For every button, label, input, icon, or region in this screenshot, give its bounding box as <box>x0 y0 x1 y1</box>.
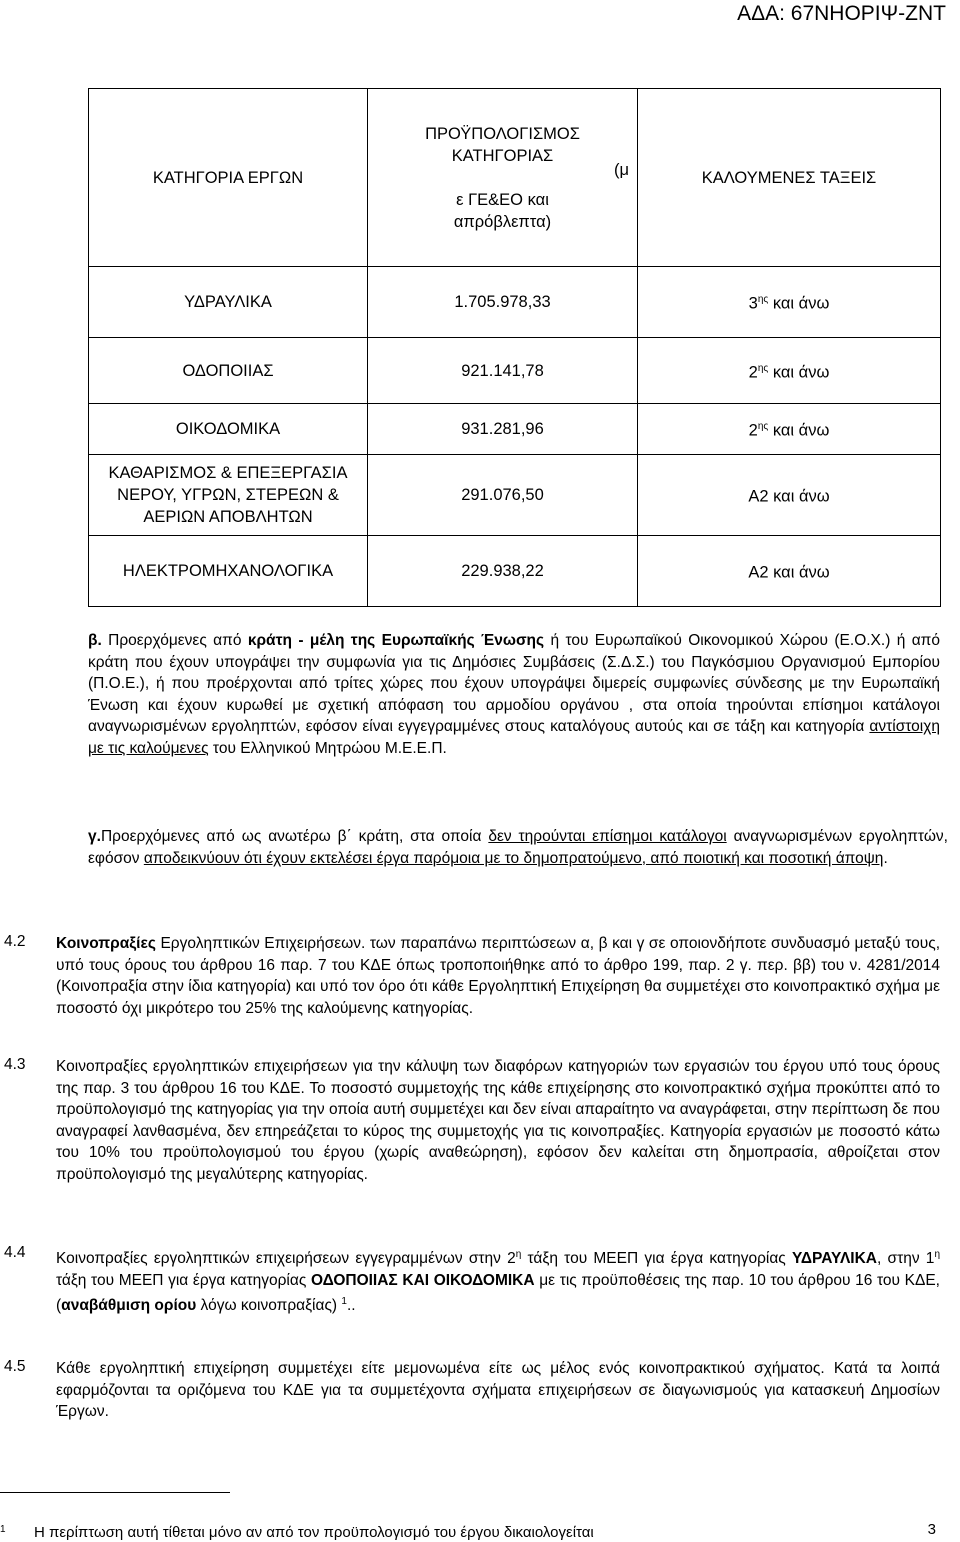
row-budget: 931.281,96 <box>368 404 638 455</box>
paragraph-b: β. Προερχόμενες από κράτη - μέλη της Ευρωπαϊκής Ένωσης ή του Ευρωπαϊκού Οικονομικού Χώρου (Ε.Ο.Χ.) ή από κράτη που έχουν υπογράψει την συμφωνία για τις Δημόσιες Συμβάσεις (Σ.Δ.Σ.) του Παγκόσμιου Οργανισμού Εμπορίου (Π.Ο.Ε.), ή που προέρχονται από τρίτες χώρες που έχουν υπογράψει διμερείς συμφωνίες σύνδεσης με την Ευρωπαϊκή Ένωση και έχουν κυρωθεί με σχετική απόφαση του αρμοδίου οργάνου , στα οποία τηρούνται επίσημοι κατάλογοι αναγνωρισμένων εργοληπτών, εφόσον είναι εγγεγραμμένες στους καταλόγους αυτούς και σε τάξη και κατηγορία αντίστοιχη με τις καλούμενες του Ελληνικού Μητρώου Μ.Ε.Ε.Π. <box>88 632 940 757</box>
header-budget-line1: ΠΡΟΫΠΟΛΟΓΙΣΜΟΣ <box>425 124 580 143</box>
row-budget: 229.938,22 <box>368 536 638 607</box>
row-class: $2^{\eta\varsigma}$ και άνω <box>638 338 941 404</box>
section-number: 4.3 <box>4 1056 26 1073</box>
row-class: $3^{\eta\varsigma}$ και άνω <box>638 267 941 338</box>
row-category: ΟΔΟΠΟΙΙΑΣ <box>89 338 368 404</box>
row-category: ΗΛΕΚΤΡΟΜΗΧΑΝΟΛΟΓΙΚΑ <box>89 536 368 607</box>
row-budget: 1.705.978,33 <box>368 267 638 338</box>
section-4-3: Κοινοπραξίες εργοληπτικών επιχειρήσεων για την κάλυψη των διαφόρων κατηγοριών των εργασιών του έργου υπό τους όρους της παρ. 3 του άρθρου 16 του ΚΔΕ. Το ποσοστό συμμετοχής της κάθε επιχείρησης στο κοινοπρακτικό σχήμα προκύπτει από το προϋπολογισμό της κατηγορίας για την οποία αυτή συμμετέχει και δεν είναι απαραίτητο να αναγράφεται, στην περίπτωση δε που αναγραφεί λανθασμένα, δεν επηρεάζεται το κύρος της συμμετοχής για τις κοινοπραξίες. Κατηγορία εργασιών με ποσοστό κάτω του 10% του προϋπολογισμού του έργου (χωρίς αναθεώρηση), εφόσον δεν καλείται στη δημοπρασία, αθροίζεται στον προϋπολογισμό της μεγαλύτερης κατηγορίας. <box>56 1058 940 1183</box>
table-row <box>89 267 941 338</box>
paragraph-c-label: γ. <box>88 828 101 845</box>
table-row <box>89 338 941 404</box>
row-category: ΥΔΡΑΥΛΙΚΑ <box>89 267 368 338</box>
section-4-5: Κάθε εργοληπτική επιχείρηση συμμετέχει είτε μεμονωμένα είτε ως μέλος ενός κοινοπρακτικού σχήματος. Κατά τα λοιπά εφαρμόζονται τα οριζόμενα του ΚΔΕ για τα συμμετέχοντα σχήματα επιχειρήσεων σε διαγωνισμούς για κατασκευή Δημοσίων Έργων. <box>56 1360 940 1420</box>
section-number: 4.2 <box>4 933 26 950</box>
header-budget-line3: ε ΓΕ&ΕΟ και <box>456 190 549 209</box>
page-number: 3 <box>927 1521 936 1538</box>
section-number: 4.4 <box>4 1244 26 1261</box>
row-budget: 921.141,78 <box>368 338 638 404</box>
paragraph-b-label: β. <box>88 632 102 649</box>
footnote-mark: 1 <box>0 1524 6 1535</box>
footnote-text: Η περίπτωση αυτή τίθεται μόνο αν από τον προϋπολογισμό του έργου δικαιολογείται <box>34 1524 594 1541</box>
paragraph-c: γ.Προερχόμενες από ως ανωτέρω β΄ κράτη, στα οποία δεν τηρούνται επίσημοι κατάλογοι αναγνωρισμένων εργοληπτών, εφόσον αποδεικνύουν ότι έχουν εκτελέσει έργα παρόμοια με το δημοπρατούμενο, από ποιοτική και ποσοτική άποψη. <box>88 828 948 867</box>
table-row <box>89 455 941 536</box>
header-category: ΚΑΤΗΓΟΡΙΑ ΕΡΓΩΝ <box>89 89 368 267</box>
header-budget-mu: (μ <box>613 161 629 179</box>
header-budget <box>368 89 638 267</box>
footnote-separator <box>0 1492 230 1493</box>
row-class: Α2 και άνω <box>638 455 941 536</box>
table-header-row <box>89 89 941 267</box>
row-class: $2^{\eta\varsigma}$ και άνω <box>638 404 941 455</box>
row-category: ΟΙΚΟΔΟΜΙΚΑ <box>89 404 368 455</box>
row-class: Α2 και άνω <box>638 536 941 607</box>
table-row <box>89 536 941 607</box>
row-budget: 291.076,50 <box>368 455 638 536</box>
header-budget-line2: ΚΑΤΗΓΟΡΙΑΣ <box>451 146 554 165</box>
section-4-4: Κοινοπραξίες εργοληπτικών επιχειρήσεων εγγεγραμμένων στην $2^\eta$ τάξη του ΜΕΕΠ για έργα κατηγορίας ΥΔΡΑΥΛΙΚΑ, στην $1^\eta$ τάξη του ΜΕΕΠ για έργα κατηγορίας ΟΔΟΠΟΙΙΑΣ ΚΑΙ ΟΙΚΟΔΟΜΙΚΑ με τις προϋποθέσεις της παρ. 10 του άρθρου 16 του ΚΔΕ, (αναβάθμιση ορίου λόγω κοινοπραξίας) $^1$.. <box>56 1249 940 1315</box>
header-budget-line4: απρόβλεπτα) <box>453 212 552 231</box>
categories-table <box>88 88 941 607</box>
header-classes: ΚΑΛΟΥΜΕΝΕΣ ΤΑΞΕΙΣ <box>638 89 941 267</box>
row-category: ΚΑΘΑΡΙΣΜΟΣ & ΕΠΕΞΕΡΓΑΣΙΑ ΝΕΡΟΥ, ΥΓΡΩΝ, ΣΤΕΡΕΩΝ & ΑΕΡΙΩΝ ΑΠΟΒΛΗΤΩΝ <box>89 455 368 536</box>
section-4-2: Κοινοπραξίες Εργοληπτικών Επιχειρήσεων. των παραπάνω περιπτώσεων α, β και γ σε οποιονδήποτε συνδυασμό μεταξύ τους, υπό τους όρους του άρθρου 16 παρ. 7 του ΚΔΕ όπως τροποποιήθηκε από το άρθρο 199, παρ. 2 γ. περ. ββ) του ν. 4281/2014 (Κοινοπραξία στην ίδια κατηγορία) και υπό τον όρο ότι κάθε Εργοληπτική Επιχείρηση θα συμμετέχει στο κοινοπρακτικό σχήμα με ποσοστό όχι μικρότερο του 25% της καλούμενης κατηγορίας. <box>56 935 940 1017</box>
table-row <box>89 404 941 455</box>
section-number: 4.5 <box>4 1358 26 1375</box>
document-code: ΑΔΑ: 67ΝΗΟΡΙΨ-ΖΝΤ <box>737 2 946 25</box>
